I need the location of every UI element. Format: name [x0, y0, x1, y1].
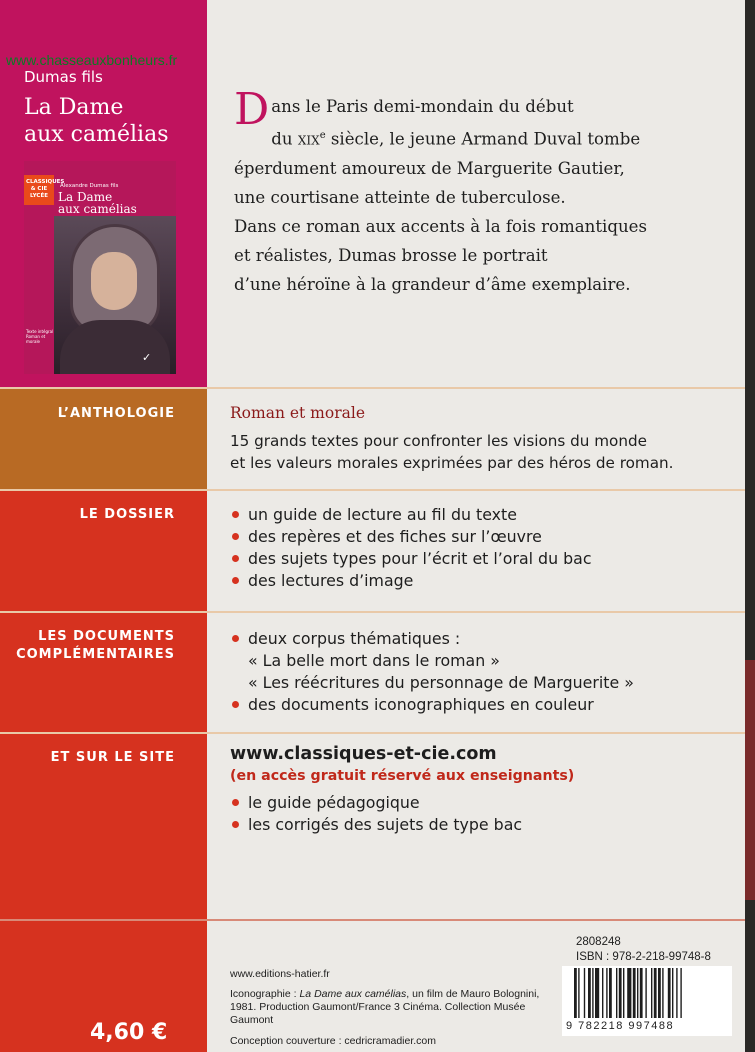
list-item	[232, 526, 592, 548]
anthologie-label: L’ANTHOLOGIE	[57, 406, 175, 421]
cover-photo	[54, 216, 176, 374]
list-item-text: des lectures d’image	[248, 571, 414, 590]
barcode-digits: 9 782218 997488	[566, 1020, 675, 1032]
documents-label-line2: COMPLÉMENTAIRES	[16, 647, 175, 662]
book-author: Dumas fils	[24, 68, 103, 86]
list-item	[232, 504, 592, 526]
credits	[230, 988, 560, 1027]
barcode	[562, 966, 732, 1036]
anthologie-line2: et les valeurs morales exprimées par des héros de roman.	[230, 454, 674, 472]
intro-line2-pre: du	[271, 129, 298, 149]
documents-label	[0, 628, 207, 664]
credits-pre: Iconographie :	[230, 988, 300, 1000]
list-item	[232, 814, 522, 836]
bullet-icon	[232, 799, 239, 806]
page-edge	[745, 0, 755, 1052]
dropcap: D	[234, 84, 270, 135]
bullet-icon	[232, 511, 239, 518]
divider-3	[0, 611, 745, 613]
list-item-text: des documents iconographiques en couleur	[248, 695, 594, 714]
intro-line1: ans le Paris demi-mondain du début	[271, 97, 574, 116]
list-subitem-text: « Les réécritures du personnage de Marguerite »	[248, 673, 634, 692]
site-label: ET SUR LE SITE	[50, 750, 175, 765]
divider-1	[0, 387, 745, 389]
intro-line7: d’une héroïne à la grandeur d’âme exemplaire.	[234, 274, 631, 294]
intro-line5: Dans ce roman aux accents à la fois romantiques	[234, 216, 647, 236]
price: 4,60 €	[90, 1020, 168, 1045]
book-title-line2: aux camélias	[24, 122, 169, 147]
credits-post: , un film de Mauro Bolognini, 1981. Production Gaumont/France 3 Cinéma. Collection Musée Gaumont	[230, 988, 540, 1026]
bullet-icon	[232, 555, 239, 562]
publisher-url[interactable]: www.editions-hatier.fr	[230, 968, 330, 980]
bullet-icon	[232, 701, 239, 708]
intro-line2-post: siècle, le jeune Armand Duval tombe	[325, 129, 641, 149]
list-item	[232, 628, 634, 650]
cover-design-credit: Conception couverture : cedricramadier.com	[230, 1035, 437, 1047]
book-title-line1: La Dame	[24, 95, 124, 120]
intro-line4: une courtisane atteinte de tuberculose.	[234, 187, 566, 207]
cover-thumbnail	[24, 161, 176, 374]
list-subitem	[232, 672, 634, 694]
book-title	[24, 94, 199, 148]
isbn: ISBN : 978-2-218-99748-8	[576, 951, 711, 963]
product-code: 2808248	[576, 936, 621, 948]
list-item	[232, 694, 634, 716]
cover-small-text: Texte intégral Roman et morale	[26, 329, 54, 344]
list-item-text: un guide de lecture au fil du texte	[248, 505, 517, 524]
list-item	[232, 548, 592, 570]
bullet-icon	[232, 635, 239, 642]
list-item-text: les corrigés des sujets de type bac	[248, 815, 523, 834]
face-shape	[91, 252, 137, 310]
cover-title-line2: aux camélias	[58, 202, 137, 216]
page-edge-sliver	[745, 660, 755, 900]
site-list	[232, 792, 522, 836]
site-url-link[interactable]: www.classiques-et-cie.com	[230, 744, 497, 764]
bullet-icon	[232, 821, 239, 828]
left-column	[0, 0, 207, 1052]
anthologie-text	[230, 430, 740, 474]
anthologie-title: Roman et morale	[230, 404, 365, 422]
list-item	[232, 570, 592, 592]
anthologie-line1: 15 grands textes pour confronter les visions du monde	[230, 432, 647, 450]
list-subitem	[232, 650, 634, 672]
credits-film: La Dame aux camélias	[299, 988, 407, 1000]
intro-century: xix	[297, 129, 320, 149]
documents-label-line1: LES DOCUMENTS	[38, 629, 175, 644]
bullet-icon	[232, 533, 239, 540]
red-band	[0, 489, 207, 1052]
intro-text	[234, 84, 734, 299]
list-subitem-text: « La belle mort dans le roman »	[248, 651, 500, 670]
list-item-text: des sujets types pour l’écrit et l’oral du bac	[248, 549, 592, 568]
intro-line2	[234, 121, 734, 154]
cover-title	[58, 191, 168, 215]
site-note: (en accès gratuit réservé aux enseignants)	[230, 768, 575, 784]
dossier-list	[232, 504, 592, 592]
divider-5	[0, 919, 745, 921]
list-item-text: deux corpus thématiques :	[248, 629, 461, 648]
hatier-logo-icon: ✓	[142, 351, 152, 364]
ochre-band	[0, 387, 207, 489]
cover-title-line1: La Dame	[58, 190, 113, 204]
divider-4	[0, 732, 745, 734]
barcode-bars-icon	[574, 968, 720, 1018]
list-item	[232, 792, 522, 814]
divider-2	[0, 489, 745, 491]
intro-line3: éperdument amoureux de Marguerite Gautier,	[234, 158, 625, 178]
collection-badge: CLASSIQUES & CIE LYCÉE	[24, 175, 54, 205]
cover-author: Alexandre Dumas fils	[60, 183, 119, 189]
list-item-text: des repères et des fiches sur l’œuvre	[248, 527, 542, 546]
watermark-url[interactable]: www.chasseauxbonheurs.fr	[6, 52, 178, 68]
dossier-label: LE DOSSIER	[79, 507, 175, 522]
intro-century-sup: e	[319, 130, 326, 141]
list-item-text: le guide pédagogique	[248, 793, 420, 812]
documents-list	[232, 628, 634, 716]
bullet-icon	[232, 577, 239, 584]
intro-line6: et réalistes, Dumas brosse le portrait	[234, 245, 548, 265]
